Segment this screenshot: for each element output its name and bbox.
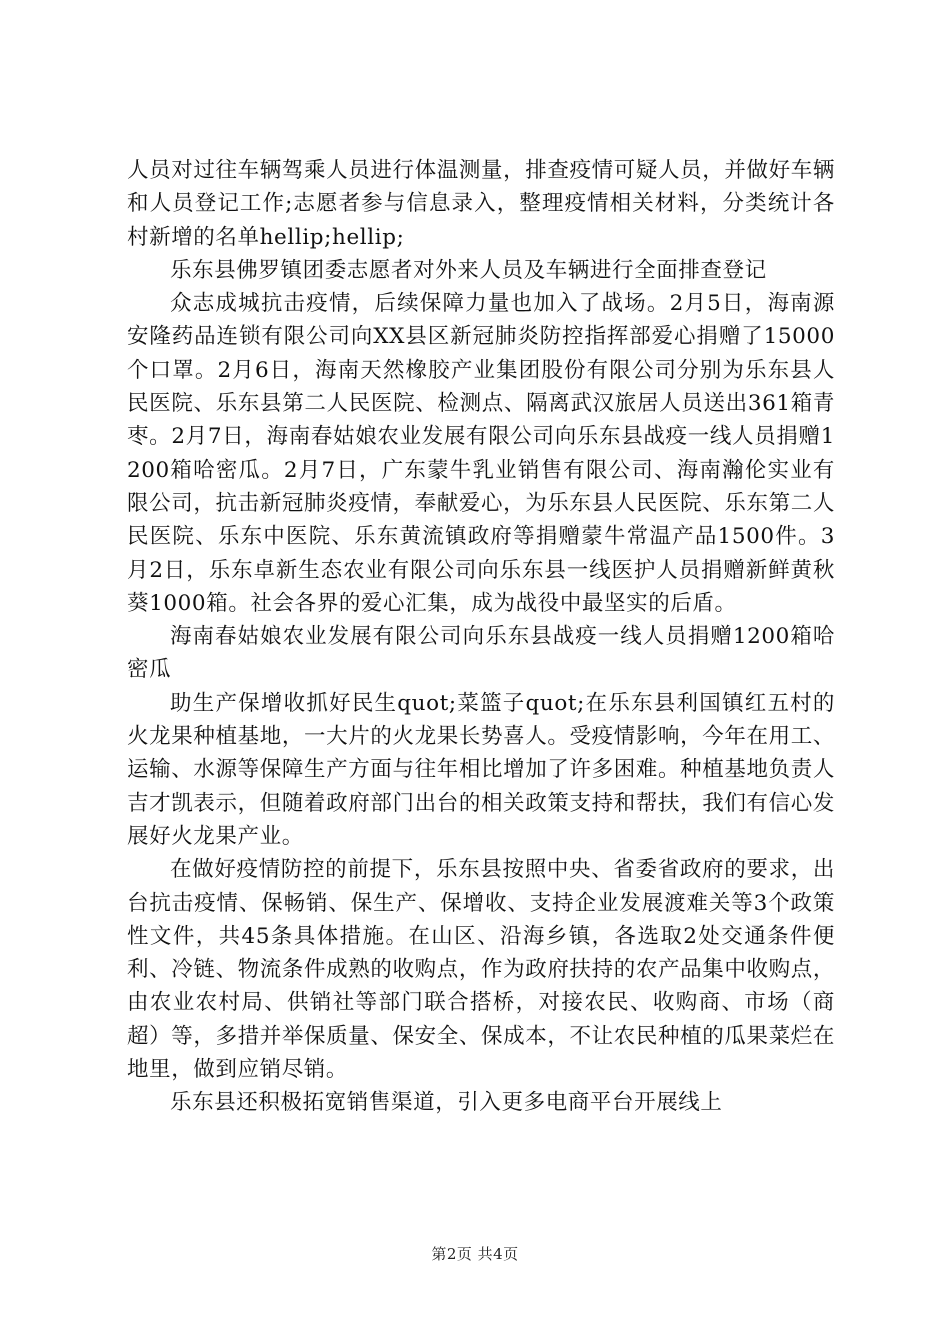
- paragraph: 众志成城抗击疫情，后续保障力量也加入了战场。2月5日，海南源安隆药品连锁有限公司向XX县区新冠肺炎防控指挥部爱心捐赠了15000个口罩。2月6日，海南天然橡胶产业集团股份有限公司分别为乐东县人民医院、乐东县第二人民医院、检测点、隔离武汉旅居人员送出361箱青枣。2月7日，海南春姑娘农业发展有限公司向乐东县战疫一线人员捐赠1200箱哈密瓜。2月7日，广东蒙牛乳业销售有限公司、海南瀚伦实业有限公司，抗击新冠肺炎疫情，奉献爱心，为乐东县人民医院、乐东第二人民医院、乐东中医院、乐东黄流镇政府等捐赠蒙牛常温产品1500件。3月2日，乐东卓新生态农业有限公司向乐东县一线医护人员捐赠新鲜黄秋葵1000箱。社会各界的爱心汇集，成为战役中最坚实的后盾。: [127, 291, 835, 616]
- paragraph: 人员对过往车辆驾乘人员进行体温测量，排查疫情可疑人员，并做好车辆和人员登记工作;志愿者参与信息录入，整理疫情相关材料，分类统计各村新增的名单hellip;hellip;: [127, 158, 835, 250]
- paragraph: 在做好疫情防控的前提下，乐东县按照中央、省委省政府的要求，出台抗击疫情、保畅销、保生产、保增收、支持企业发展渡难关等3个政策性文件，共45条具体措施。在山区、沿海乡镇，各选取2处交通条件便利、冷链、物流条件成熟的收购点，作为政府扶持的农产品集中收购点，由农业农村局、供销社等部门联合搭桥，对接农民、收购商、市场（商超）等，多措并举保质量、保安全、保成本，不让农民种植的瓜果菜烂在地里，做到应销尽销。: [127, 857, 835, 1083]
- page-footer: 第2页 共4页: [431, 1245, 519, 1263]
- paragraph: 助生产保增收抓好民生quot;菜篮子quot;在乐东县利国镇红五村的火龙果种植基地，一大片的火龙果长势喜人。受疫情影响，今年在用工、运输、水源等保障生产方面与往年相比增加了许多困难。种植基地负责人吉才凯表示，但随着政府部门出台的相关政策支持和帮扶，我们有信心发展好火龙果产业。: [127, 690, 835, 849]
- paragraph: 乐东县还积极拓宽销售渠道，引入更多电商平台开展线上: [170, 1090, 723, 1116]
- photo-caption: 乐东县佛罗镇团委志愿者对外来人员及车辆进行全面排查登记: [170, 257, 767, 283]
- photo-caption: 海南春姑娘农业发展有限公司向乐东县战疫一线人员捐赠1200箱哈密瓜: [127, 624, 835, 683]
- document-body: [127, 154, 835, 1120]
